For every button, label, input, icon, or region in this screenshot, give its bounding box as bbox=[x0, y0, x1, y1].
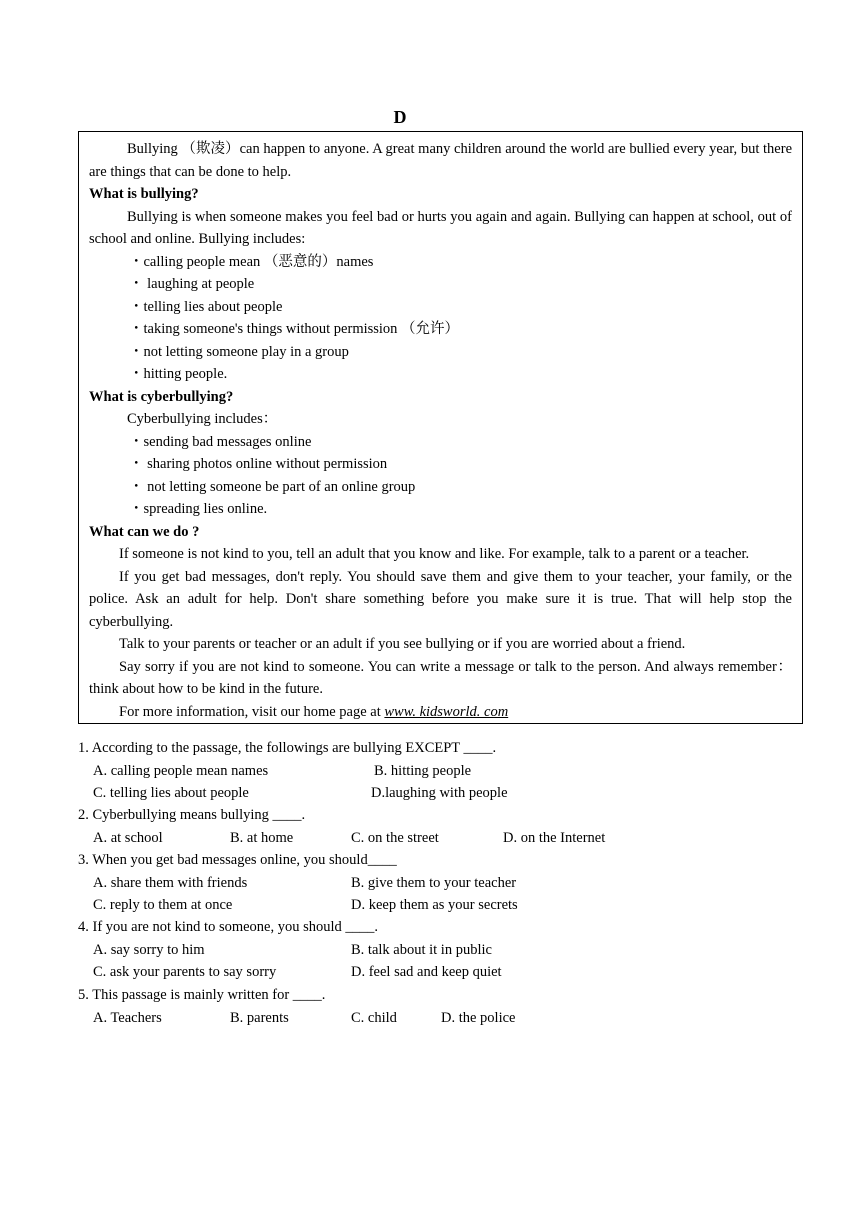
option-c[interactable]: C. telling lies about people bbox=[93, 785, 249, 801]
option-d[interactable]: D. feel sad and keep quiet bbox=[351, 964, 502, 980]
option-a[interactable]: A. Teachers bbox=[93, 1009, 162, 1026]
question-stem: 2. Cyberbullying means bullying ____. bbox=[78, 807, 306, 823]
option-c[interactable]: C. reply to them at once bbox=[93, 897, 233, 913]
option-b[interactable]: B. at home bbox=[230, 829, 294, 846]
more-info-paragraph bbox=[89, 701, 792, 724]
cyberbullying-intro: Cyberbullying includes： bbox=[127, 411, 278, 427]
option-a[interactable]: A. at school bbox=[93, 829, 163, 846]
advice-paragraph-1: If someone is not kind to you, tell an adult that you know and like. For example, talk to a parent or a teacher. bbox=[119, 546, 750, 562]
question-1 bbox=[78, 737, 798, 805]
section-title: D bbox=[393, 107, 407, 127]
cyberbullying-list-item: ・ not letting someone be part of an online group bbox=[129, 478, 416, 495]
option-a[interactable]: A. calling people mean names bbox=[93, 762, 269, 779]
cyberbullying-list-item: ・spreading lies online. bbox=[129, 501, 268, 517]
bullying-list-item: ・ laughing at people bbox=[129, 276, 255, 292]
bullying-list-item: ・calling people mean （恶意的）names bbox=[129, 253, 374, 270]
reading-passage-box bbox=[78, 131, 803, 724]
question-3 bbox=[78, 849, 798, 917]
option-c[interactable]: C. ask your parents to say sorry bbox=[93, 964, 277, 980]
option-b[interactable]: B. hitting people bbox=[374, 762, 472, 779]
heading-what-is-cyberbullying: What is cyberbullying? bbox=[89, 388, 234, 405]
cyberbullying-list-item: ・ sharing photos online without permission bbox=[129, 456, 388, 472]
advice-paragraph-3: Talk to your parents or teacher or an adult if you see bullying or if you are worried about a friend. bbox=[119, 636, 686, 652]
option-a[interactable]: A. say sorry to him bbox=[93, 941, 205, 958]
heading-what-can-we-do: What can we do ? bbox=[89, 523, 200, 540]
more-info-text: For more information, visit our home page at bbox=[119, 703, 385, 720]
question-4 bbox=[78, 916, 798, 984]
option-d[interactable]: D. on the Internet bbox=[503, 829, 606, 846]
bullying-list-item: ・not letting someone play in a group bbox=[129, 343, 349, 360]
option-d[interactable]: D. the police bbox=[441, 1009, 516, 1026]
bullying-list-item: ・telling lies about people bbox=[129, 298, 283, 315]
option-b[interactable]: B. give them to your teacher bbox=[351, 874, 517, 891]
intro-paragraph: Bullying （欺凌）can happen to anyone. A great many children around the world are bullied every year, but there are things that can be done to help. bbox=[89, 141, 792, 180]
option-a[interactable]: A. share them with friends bbox=[93, 874, 248, 891]
bullying-list-item: ・taking someone's things without permission （允许） bbox=[129, 321, 460, 337]
option-b[interactable]: B. talk about it in public bbox=[351, 941, 492, 958]
question-2 bbox=[78, 804, 798, 849]
question-stem: 3. When you get bad messages online, you should____ bbox=[78, 852, 397, 868]
bullying-list-item: ・hitting people. bbox=[129, 366, 228, 382]
cyberbullying-list-item: ・sending bad messages online bbox=[129, 433, 312, 450]
advice-paragraph-2: If you get bad messages, don't reply. You should save them and give them to your teacher, your family, or the police. Ask an adult for help. Don't share something before you make sure it is true. That will help stop the cyberbullying. bbox=[89, 568, 792, 630]
option-c[interactable]: C. on the street bbox=[351, 829, 439, 846]
option-c[interactable]: C. child bbox=[351, 1009, 397, 1026]
advice-paragraph-4: Say sorry if you are not kind to someone. You can write a message or talk to the person. And always remember： think about how to be kind in the future. bbox=[89, 658, 792, 697]
heading-what-is-bullying: What is bullying? bbox=[89, 186, 199, 202]
question-5 bbox=[78, 984, 798, 1029]
question-stem: 5. This passage is mainly written for ____. bbox=[78, 987, 326, 1003]
bullying-definition-paragraph: Bullying is when someone makes you feel bad or hurts you again and again. Bullying can happen at school, out of school and online. Bullying includes: bbox=[89, 208, 792, 247]
option-d[interactable]: D. keep them as your secrets bbox=[351, 897, 518, 913]
question-stem: 4. If you are not kind to someone, you should ____. bbox=[78, 919, 379, 935]
option-d[interactable]: D.laughing with people bbox=[371, 785, 508, 801]
website-link[interactable]: www. kidsworld. com bbox=[384, 703, 509, 720]
option-b[interactable]: B. parents bbox=[230, 1009, 289, 1026]
question-stem: 1. According to the passage, the followings are bullying EXCEPT ____. bbox=[78, 740, 497, 756]
